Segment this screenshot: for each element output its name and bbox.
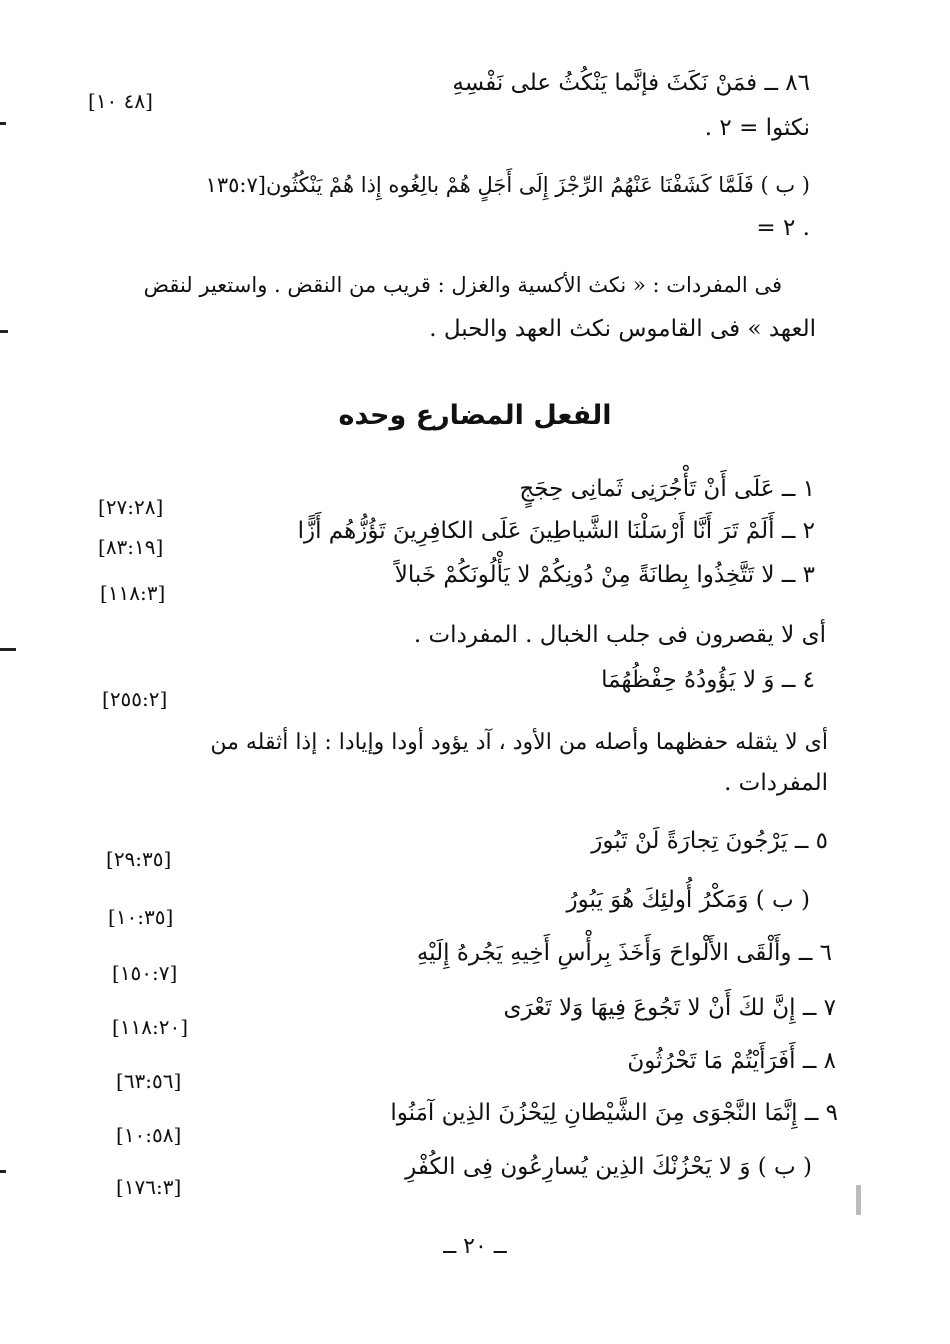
- page-number: ــ ٢٠ ــ: [443, 1234, 507, 1259]
- entry-ref: [١٥٠:٧]: [112, 961, 178, 985]
- entry-ref: [١١٨:٢٠]: [112, 1015, 189, 1039]
- entry-text: ٨ ــ أَفَرَأَيْتُمْ مَا تَحْرُثُونَ: [627, 1048, 836, 1074]
- entry-86-line1: ٨٦ ــ فمَنْ نَكَثَ فإنَّما يَنْكُثُ على نَفْسِهِ: [452, 70, 810, 96]
- mufradat-line1: فى المفردات : « نكث الأكسية والغزل : قريب من النقض . واستعير لنقض: [143, 273, 782, 297]
- entry-ref: [١٧٦:٣]: [116, 1175, 182, 1199]
- scan-mark: [0, 1170, 6, 1173]
- scan-mark: [0, 330, 8, 333]
- entry-text: ٣ ــ لا تَتَّخِذُوا بِطانَةً مِنْ دُونِكُمْ لا يَأْلُونَكُمْ خَبالاً: [394, 562, 815, 588]
- entry-86-line2: نكثوا = ٢ .: [704, 115, 810, 141]
- entry-text: ٧ ــ إِنَّ لكَ أَنْ لا تَجُوعَ فِيهَا وَلا تَعْرَى: [503, 995, 836, 1021]
- entry-ref: [٢٧:٢٨]: [98, 495, 164, 519]
- entry-b-line1: ( ب ) فَلَمَّا كَشَفْنَا عَنْهُمُ الرِّجْزَ إِلَى أَجَلٍ هُمْ بالِغُوه إِذا هُمْ يَنْكُثُون[١٣٥:٧: [205, 173, 810, 197]
- entry-text: ٥ ــ يَرْجُونَ تِجارَةً لَنْ تَبُورَ: [591, 828, 828, 854]
- entry-ref: [٦٣:٥٦]: [116, 1069, 182, 1093]
- entry-gloss: أى لا يثقله حفظهما وأصله من الأود ، آد يؤود أودا وإيادا : إذا أثقله من: [210, 730, 828, 755]
- entry-text: ٩ ــ إِنَّمَا النَّجْوَى مِنَ الشَّيْطانِ لِيَحْزُنَ الذِين آمَنُوا: [390, 1100, 838, 1126]
- mufradat-line2: العهد » فى القاموس نكث العهد والحبل .: [429, 316, 816, 342]
- entry-gloss: المفردات .: [724, 770, 828, 796]
- entry-ref: [١٠:٥٨]: [116, 1123, 182, 1147]
- scan-mark: [856, 1185, 861, 1215]
- scan-mark: [0, 648, 16, 651]
- entry-ref: [٢٥٥:٢]: [102, 687, 168, 711]
- entry-ref: [٨٣:١٩]: [98, 535, 164, 559]
- entry-86-ref: [٤٨ ١٠]: [88, 89, 153, 113]
- entry-text: ١ ــ عَلَى أَنْ تَأْجُرَنِى ثَمانِى حِجَجٍ: [519, 476, 815, 502]
- scan-mark: [0, 122, 6, 125]
- entry-ref: [٢٩:٣٥]: [106, 847, 172, 871]
- entry-gloss: أى لا يقصرون فى جلب الخبال . المفردات .: [413, 622, 826, 648]
- entry-text: ( ب ) وَ لا يَحْزُنْكَ الذِين يُسارِعُون فِى الكُفْرِ: [405, 1154, 812, 1180]
- entry-text: ٢ ــ أَلَمْ تَرَ أَنَّا أَرْسَلْنَا الشَّياطِينَ عَلَى الكافِرِينَ تَؤُزُّهُم أَزًّا: [297, 518, 815, 544]
- section-title: الفعل المضارع وحده: [338, 400, 612, 431]
- entry-ref: [١١٨:٣]: [100, 581, 166, 605]
- entry-text: ( ب ) وَمَكْرُ أُولئِكَ هُوَ يَبُورُ: [566, 887, 810, 913]
- entry-ref: [١٠:٣٥]: [108, 905, 174, 929]
- entry-b-line2: = ٢ .: [756, 215, 810, 241]
- entry-text: ٦ ــ وأَلْقَى الأَلْواحَ وَأَخَذَ بِرأْسِ أَخِيهِ يَجُرهُ إِلَيْهِ: [416, 940, 832, 966]
- entry-text: ٤ ــ وَ لا يَؤُودُهُ حِفْظُهُمَا: [601, 667, 815, 693]
